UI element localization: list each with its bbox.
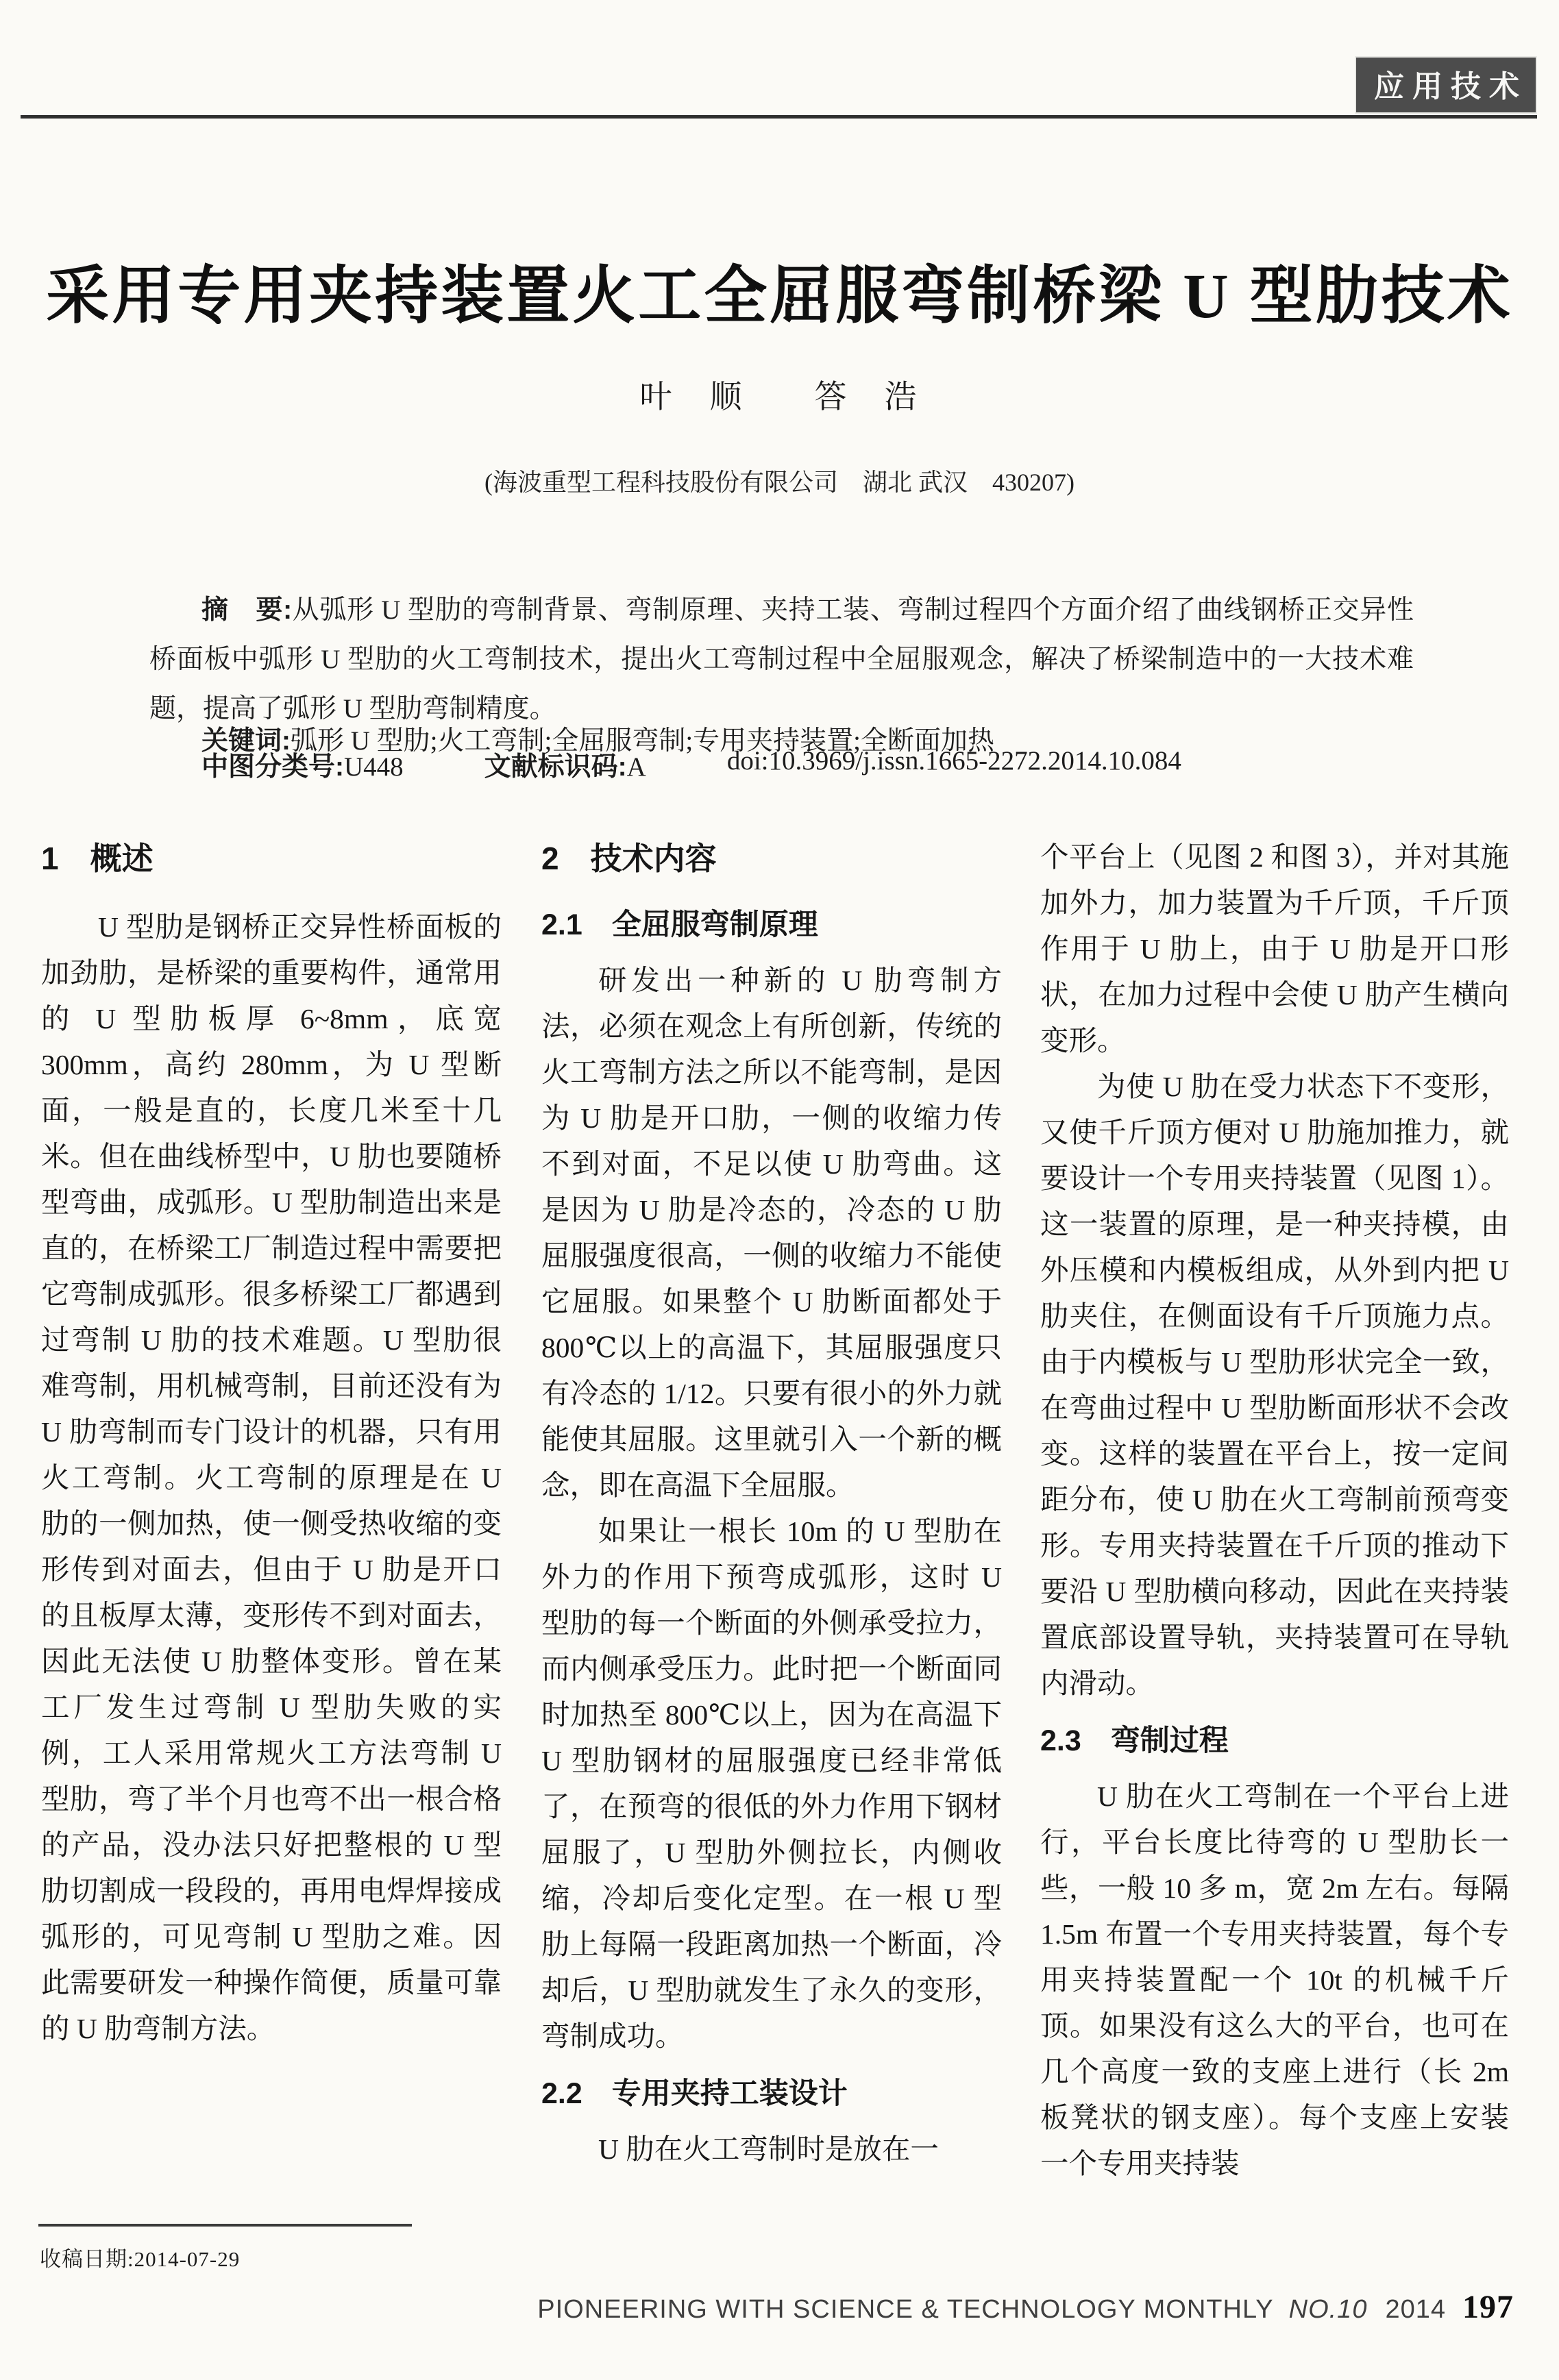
section-2-2-heading: 2.2 专用夹持工装设计 — [541, 2077, 848, 2110]
paragraph: U 肋在火工弯制时是放在一 — [598, 2133, 939, 2165]
page-number: 197 — [1462, 2289, 1514, 2325]
clc-number — [201, 745, 404, 784]
abstract-text: 从弧形 U 型肋的弯制背景、弯制原理、夹持工装、弯制过程四个方面介绍了曲线钢桥正交异性桥面板中弧形 U 型肋的火工弯制技术，提出火工弯制过程中全屈服观念，解决了桥梁制造中的一大技术难题，提高了弧形 U 型肋弯制精度。 — [149, 595, 1414, 723]
paragraph: 研发出一种新的 U 肋弯制方法，必须在观念上有所创新，传统的火工弯制方法之所以不能弯制，是因为 U 肋是开口肋，一侧的收缩力传不到对面，不足以使 U 肋弯曲。这是因为 U 肋是冷态的，冷态的 U 肋屈服强度很高，一侧的收缩力不能使它屈服。如果整个 U 肋断面都处于 800℃以上的高温下，其屈服强度只有冷态的 1/12。只要有很小的外力就能使其屈服。这里就引入一个新的概念，即在高温下全屈服。 — [541, 965, 1002, 1501]
clc-value: U448 — [344, 752, 404, 782]
journal-year: 2014 — [1385, 2295, 1446, 2324]
section-2-heading: 2 技术内容 — [541, 841, 717, 876]
keywords-label: 关键词: — [201, 726, 291, 756]
doi: doi:10.3969/j.issn.1665-2272.2014.10.084 — [726, 746, 1181, 776]
authors: 叶 顺 答 浩 — [639, 380, 920, 415]
document-code — [484, 745, 646, 784]
section-2-3-heading: 2.3 弯制过程 — [1040, 1724, 1229, 1757]
column-1 — [41, 834, 502, 2052]
section-2-1-heading: 2.1 全屈服弯制原理 — [541, 908, 818, 941]
affiliation: (海波重型工程科技股份有限公司 湖北 武汉 430207) — [484, 469, 1075, 496]
clc-label: 中图分类号: — [201, 752, 344, 782]
paragraph: 为使 U 肋在受力状态下不变形，又使千斤顶方便对 U 肋施加推力，就要设计一个专用夹持装置（见图 1）。这一装置的原理，是一种夹持模，由外压模和内模板组成，从外到内把 U 肋夹住，在侧面设有千斤顶施力点。由于内模板与 U 型肋形状完全一致，在弯曲过程中 U 型肋断面形状不会改变。这样的装置在平台上，按一定间距分布，使 U 肋在火工弯制前预弯变形。专用夹持装置在千斤顶的推动下要沿 U 型肋横向移动，因此在夹持装置底部设置导轨，夹持装置可在导轨内滑动。 — [1040, 1071, 1509, 1699]
journal-footer — [537, 2288, 1514, 2326]
column-3 — [1040, 834, 1509, 2187]
footnote-rule — [38, 2224, 412, 2227]
paragraph-continuation: 个平台上（见图 2 和图 3），并对其施加外力，加力装置为千斤顶，千斤顶作用于 U 肋上，由于 U 肋是开口形状，在加力过程中会使 U 肋产生横向变形。 — [1040, 841, 1509, 1056]
received-date: 收稿日期:2014-07-29 — [40, 2247, 241, 2271]
journal-issue: NO.10 — [1288, 2295, 1368, 2324]
section-1-heading: 1 概述 — [41, 841, 154, 876]
paragraph: 如果让一根长 10m 的 U 型肋在外力的作用下预弯成弧形，这时 U 型肋的每一个断面的外侧承受拉力，而内侧承受压力。此时把一个断面同时加热至 800℃以上，因为在高温下 U 型肋钢材的屈服强度已经非常低了，在预弯的很低的外力作用下钢材屈服了，U 型肋外侧拉长，内侧收缩，冷却后变化定型。在一根 U 型肋上每隔一段距离加热一个断面，冷却后，U 型肋就发生了永久的变形，弯制成功。 — [541, 1515, 1002, 2052]
header-rule — [21, 115, 1537, 119]
paragraph: U 型肋是钢桥正交异性桥面板的加劲肋，是桥梁的重要构件，通常用的 U 型肋板厚 6~8mm，底宽 300mm，高约 280mm，为 U 型断面，一般是直的，长度几米至十几米。但在曲线桥型中，U 肋也要随桥型弯曲，成弧形。U 型肋制造出来是直的，在桥梁工厂制造过程中需要把它弯制成弧形。很多桥梁工厂都遇到过弯制 U 肋的技术难题。U 型肋很难弯制，用机械弯制，目前还没有为 U 肋弯制而专门设计的机器，只有用火工弯制。火工弯制的原理是在 U 肋的一侧加热，使一侧受热收缩的变形传到对面去，但由于 U 肋是开口的且板厚太薄，变形传不到对面去，因此无法使 U 肋整体变形。曾在某工厂发生过弯制 U 型肋失败的实例，工人采用常规火工方法弯制 U 型肋，弯了半个月也弯不出一根合格的产品，没办法只好把整根的 U 型肋切割成一段段的，再用电焊焊接成弧形的，可见弯制 U 型肋之难。因此需要研发一种操作简便，质量可靠的 U 肋弯制方法。 — [41, 911, 502, 2044]
column-2 — [541, 834, 1002, 2172]
abstract-label: 摘 要: — [201, 595, 293, 625]
paragraph: U 肋在火工弯制在一个平台上进行，平台长度比待弯的 U 型肋长一些，一般 10 多 m，宽 2m 左右。每隔 1.5m 布置一个专用夹持装置，每个专用夹持装置配一个 10t 的机械千斤顶。如果没有这么大的平台，也可在几个高度一致的支座上进行（长 2m 板凳状的钢支座）。每个支座上安装一个专用夹持装 — [1040, 1781, 1509, 2179]
journal-name: PIONEERING WITH SCIENCE & TECHNOLOGY MONTHLY — [537, 2295, 1274, 2324]
keywords-text: 弧形 U 型肋;火工弯制;全屈服弯制;专用夹持装置;全断面加热 — [291, 726, 995, 756]
classification-row — [201, 745, 1414, 784]
article-title: 采用专用夹持装置火工全屈服弯制桥梁 U 型肋技术 — [46, 260, 1513, 331]
document-code-value: A — [626, 752, 646, 782]
abstract — [149, 586, 1414, 734]
section-badge: 应用技术 — [1355, 56, 1537, 114]
document-code-label: 文献标识码: — [484, 752, 627, 782]
